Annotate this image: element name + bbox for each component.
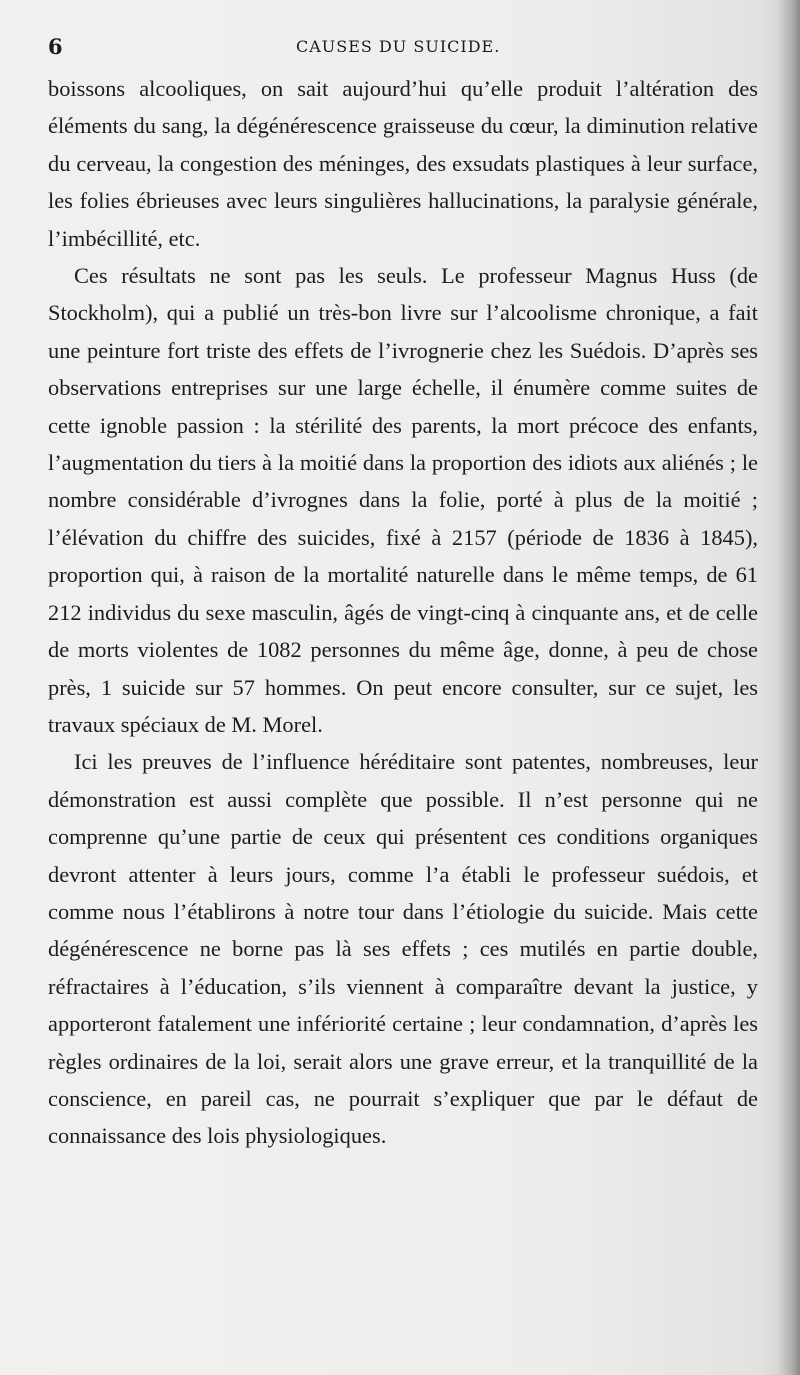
page-header [48, 34, 758, 60]
paragraph-magnus-huss: Ces résultats ne sont pas les seuls. Le professeur Magnus Huss (de Stockholm), qui a publié un très-bon livre sur l’alcoolisme chronique, a fait une peinture fort triste des effets de l’ivrognerie chez les Suédois. D’après ses observations entreprises sur une large échelle, il énumère comme suites de cette ignoble passion : la stérilité des parents, la mort précoce des enfants, l’augmentation du tiers à la moitié dans la proportion des idiots aux aliénés ; le nombre considérable d’ivrognes dans la folie, porté à plus de la moitié ; l’élévation du chiffre des suicides, fixé à 2157 (période de 1836 à 1845), proportion qui, à raison de la mortalité naturelle dans le même temps, de 61 212 individus du sexe masculin, âgés de vingt-cinq à cinquante ans, et de celle de morts violentes de 1082 personnes du même âge, donne, à peu de chose près, 1 suicide sur 57 hommes. On peut encore consulter, sur ce sujet, les travaux spéciaux de M. Morel. [48, 263, 758, 737]
page-edge-shadow [778, 0, 800, 1375]
paragraph-hereditary-influence: Ici les preuves de l’influence héréditaire sont patentes, nombreuses, leur démonstration est aussi complète que possible. Il n’est personne qui ne comprenne qu’une partie de ceux qui présentent ces conditions organiques devront attenter à leurs jours, comme l’a établi le professeur suédois, et comme nous l’établirons à notre tour dans l’étiologie du suicide. Mais cette dégénérescence ne borne pas là ses effets ; ces mutilés en partie double, réfractaires à l’éducation, s’ils viennent à comparaître devant la justice, y apporteront fatalement une infériorité certaine ; leur condamnation, d’après les règles ordinaires de la loi, serait alors une grave erreur, et la tranquillité de la conscience, en pareil cas, ne pourrait s’expliquer que par le défaut de connaissance des lois physiologiques. [48, 749, 758, 1149]
body-text [48, 70, 758, 1155]
paragraph-continuation: boissons alcooliques, on sait aujourd’hui qu’elle produit l’altération des éléments du sang, la dégénérescence graisseuse du cœur, la diminution relative du cerveau, la congestion des méninges, des exsudats plastiques à leur surface, les folies ébrieuses avec leurs singulières hallucinations, la paralysie générale, l’imbécillité, etc. [48, 76, 758, 251]
running-title: CAUSES DU SUICIDE. [296, 37, 501, 56]
page-number: 6 [48, 34, 63, 59]
